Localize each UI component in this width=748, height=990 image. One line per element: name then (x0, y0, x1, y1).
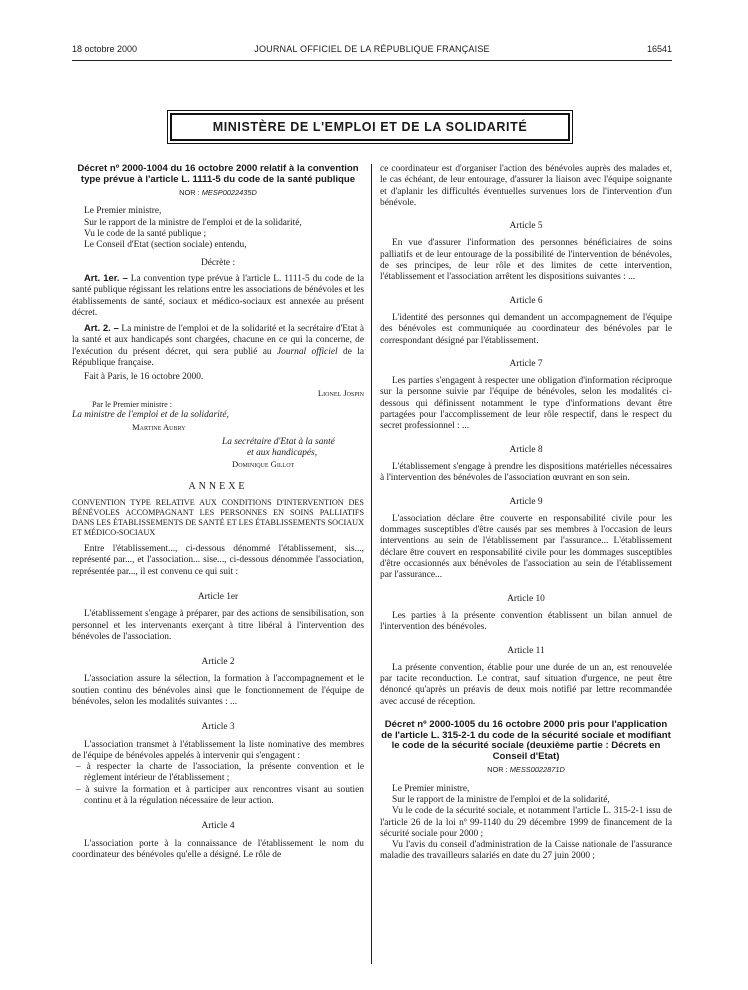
decree1-article2-label: Art. 2. – (84, 322, 119, 334)
decree1-title: Décret nº 2000-1004 du 16 octobre 2000 relatif à la convention type prévue à l'article L. 1111-5 du code de la santé publique (77, 163, 359, 185)
list-item: – à suivre la formation et à participer aux rencontres visant au soutien continu et à la régulation nécessaire de leur action. (72, 785, 364, 808)
decree1-article2-text-a: La ministre de l'emploi et de la solidarité et la secrétaire d'Etat à la santé et aux handicapés sont chargées, chacune en ce qui la concerne, de l'exécution du présent décret, qui sera publié au (72, 324, 365, 357)
decree1-minister-title-text: La ministre de l'emploi et de la solidarité, (72, 410, 229, 421)
annexe-article11-heading: Article 11 (507, 645, 545, 656)
decree1-intro-line: Le Premier ministre, (84, 206, 162, 217)
decree1-signer-pm: Lionel Jospin (317, 387, 364, 398)
annexe-article11-text: La présente convention, établie pour une durée de un an, est renouvelée par tacite reconduction. Le contrat, sauf situation d'urgence, ne peut être dénoncé qu'après un préavis de deux mois notifié par lettre recommandée avec accusé de réception. (380, 662, 672, 707)
decree1-article2 (72, 322, 364, 369)
decree1-decrete: Décrète : (200, 257, 236, 268)
right-column (380, 164, 672, 863)
decree2-intro-line: Vu le code de la sécurité sociale, et notamment l'article L. 315-2-1 issu de l'article 26 de la loi nº 99-1140 du 29 décembre 1999 de financement de la sécurité sociale pour 2000 ; (380, 806, 672, 839)
annexe-article9-heading: Article 9 (509, 496, 543, 507)
decree1-article2-journal: Journal officiel (276, 346, 338, 357)
decree1-intro-line: Sur le rapport de la ministre de l'emploi et de la solidarité, (84, 217, 302, 228)
left-column (72, 164, 364, 861)
annexe-subtitle: CONVENTION TYPE RELATIVE AUX CONDITIONS D'INTERVENTION DES BÉNÉVOLES ACCOMPAGNANT LES PERSONNES EN SOINS PALLIATIFS DANS LES ÉTABLISSEMENTS DE SANTÉ ET LES ÉTABLISSEMENTS SOCIAUX ET MÉDICO-SOCIAUX (72, 498, 364, 538)
column-divider (371, 164, 372, 964)
annexe-heading: ANNEXE (188, 480, 248, 492)
annexe-article2-text: L'association assure la sélection, la formation à l'accompagnement et le soutien continu des bénévoles ainsi que le fonctionnement de l'équipe de bénévoles, selon les modalités suivantes : ... (72, 674, 364, 707)
decree2-intro-line: Le Premier ministre, (392, 783, 470, 794)
annexe-article7-text: Les parties s'engagent à respecter une obligation d'information réciproque sur la personne suivie par l'équipe de bénévoles, selon les modalités ci-dessous qui définissent notamment le type d'informations devant être partagées pour l'accomplissement de leur rôle respectif, dans le respect du secret professionnel : ... (380, 376, 672, 432)
decree2-nor-code: MESS0022871D (509, 765, 565, 775)
annexe-article1-text: L'établissement s'engage à préparer, par des actions de sensibilisation, son personnel et les intervenants exerçant à titre libéral à l'intervention des bénévoles de l'association. (72, 609, 364, 642)
decree2-title: Décret nº 2000-1005 du 16 octobre 2000 pris pour l'application de l'article L. 315-2-1 du code de la sécurité sociale et modifiant le code de la sécurité sociale (deuxième partie : Décrets en Conseil d'Etat) (381, 718, 671, 762)
annexe-article10-heading: Article 10 (507, 593, 545, 604)
decree2-intro (380, 784, 672, 863)
annexe-article4-text: L'association porte à la connaissance de l'établissement le nom du coordinateur des bénévoles qu'elle a désigné. Le rôle de (72, 838, 364, 860)
annexe-article7-heading: Article 7 (509, 358, 543, 369)
list-item: – à respecter la charte de l'association, la présente convention et le règlement intérieur de l'établissement ; (72, 762, 364, 785)
annexe-article4-heading: Article 4 (201, 821, 235, 832)
annexe-article10-text: Les parties à la présente convention établissent un bilan annuel de l'intervention des bénévoles. (380, 610, 672, 633)
decree1-intro-line: Le Conseil d'Etat (section sociale) entendu, (84, 240, 247, 251)
annexe-article4-continued: ce coordinateur est d'organiser l'action des bénévoles auprès des malades et, le cas échéant, de leur entourage, d'assurer la liaison avec l'équipe soignante et d'aplanir les difficultés éventuelles survenues lors de l'intervention d'un bénévole. (380, 164, 672, 208)
decree1-nor (72, 187, 364, 198)
decree1-article2-text-b: de la République française. (72, 346, 365, 369)
decree1-intro-line: Vu le code de la santé publique ; (84, 229, 207, 240)
ministry-title: MINISTÈRE DE L'EMPLOI ET DE LA SOLIDARITÉ (212, 120, 528, 134)
decree2-intro-line: Sur le rapport de la ministre de l'emploi et de la solidarité, (392, 794, 610, 805)
decree1-article1 (72, 272, 364, 319)
annexe-article6-heading: Article 6 (509, 295, 543, 306)
decree1-secretary-title-2 (72, 448, 364, 459)
header-rule (72, 60, 672, 61)
decree1-secretary-title-line2: et aux handicapés, (247, 448, 318, 459)
decree1-article1-text: La convention type prévue à l'article L. 1111-5 du code de la santé publique régissant les relations entre les associations de bénévoles et les établissements de santé, sociaux et médico-sociaux est annexée au présent décret. (72, 273, 365, 318)
annexe-article6-text: L'identité des personnes qui demandent un accompagnement de l'équipe des bénévoles est communiquée au coordinateur des bénévoles par le correspondant désigné par l'établissement. (380, 312, 672, 346)
decree1-minister-title (72, 410, 364, 421)
annexe-article2-heading: Article 2 (201, 657, 235, 668)
decree1-nor-code: MESP0022435D (201, 188, 257, 198)
header-journal-title: JOURNAL OFFICIEL DE LA RÉPUBLIQUE FRANÇAISE (254, 44, 490, 54)
annexe-article5-text: En vue d'assurer l'information des personnes bénéficiaires de soins palliatifs et de leur entourage de la possibilité de l'intervention de bénévoles, de ses principes, de leur rôle et des limites de cette intervention, l'établissement et l'association arrêtent les dispositions suivantes : ... (380, 238, 672, 283)
header-page-number: 16541 (646, 44, 672, 54)
annexe-article3-heading: Article 3 (201, 722, 235, 733)
decree1-signer-minister: Martine Aubry (132, 421, 186, 432)
decree1-nor-label: NOR : (179, 188, 200, 198)
annexe-article5-heading: Article 5 (509, 221, 543, 232)
decree1-by-pm: Par le Premier ministre : (92, 399, 173, 409)
decree2-intro-line: Vu l'avis du conseil d'administration de la Caisse nationale de l'assurance maladie des travailleurs salariés en date du 27 juin 2000 ; (380, 840, 672, 862)
annexe-article1-heading: Article 1er (197, 591, 239, 602)
decree1-intro (72, 206, 364, 251)
decree2-nor-label: NOR : (487, 765, 508, 775)
annexe-article3-text: L'association transmet à l'établissement la liste nominative des membres de l'équipe de bénévoles appelés à intervenir qui s'engagent : (72, 739, 364, 761)
ministry-banner (170, 113, 570, 141)
decree1-secretary-title (72, 437, 364, 448)
annexe-article8-text: L'établissement s'engage à prendre les dispositions matérielles nécessaires à l'intervention des bénévoles de l'association œuvrant en son sein. (380, 461, 672, 484)
annexe-article3-list (72, 762, 364, 807)
annexe-preamble: Entre l'établissement..., ci-dessous dénommé l'établissement, sis..., représenté par..., et l'association... sise..., ci-dessous dénommée l'association, représentée par..., il est convenu ce qui suit : (72, 544, 364, 577)
annexe-article9-text: L'association déclare être couverte en responsabilité civile pour les dommages susceptibles d'être causés par ses membres à l'occasion de leurs interventions au sein de l'établissement par l'assurance... L'établissement déclare être couvert en responsabilité civile pour les dommages susceptibles d'être occasionnés aux bénévoles de l'association au sein de l'établissement par l'assurance... (380, 513, 672, 581)
page-header (72, 44, 672, 58)
decree1-secretary-title-line1: La secrétaire d'Etat à la santé (222, 436, 335, 447)
header-date: 18 octobre 2000 (72, 44, 138, 54)
decree1-done: Fait à Paris, le 16 octobre 2000. (84, 372, 204, 383)
decree2-nor (380, 764, 672, 775)
decree1-signer-secretary: Dominique Gillot (232, 459, 295, 470)
decree1-article1-label: Art. 1er. – (84, 271, 128, 283)
annexe-article8-heading: Article 8 (509, 444, 543, 455)
